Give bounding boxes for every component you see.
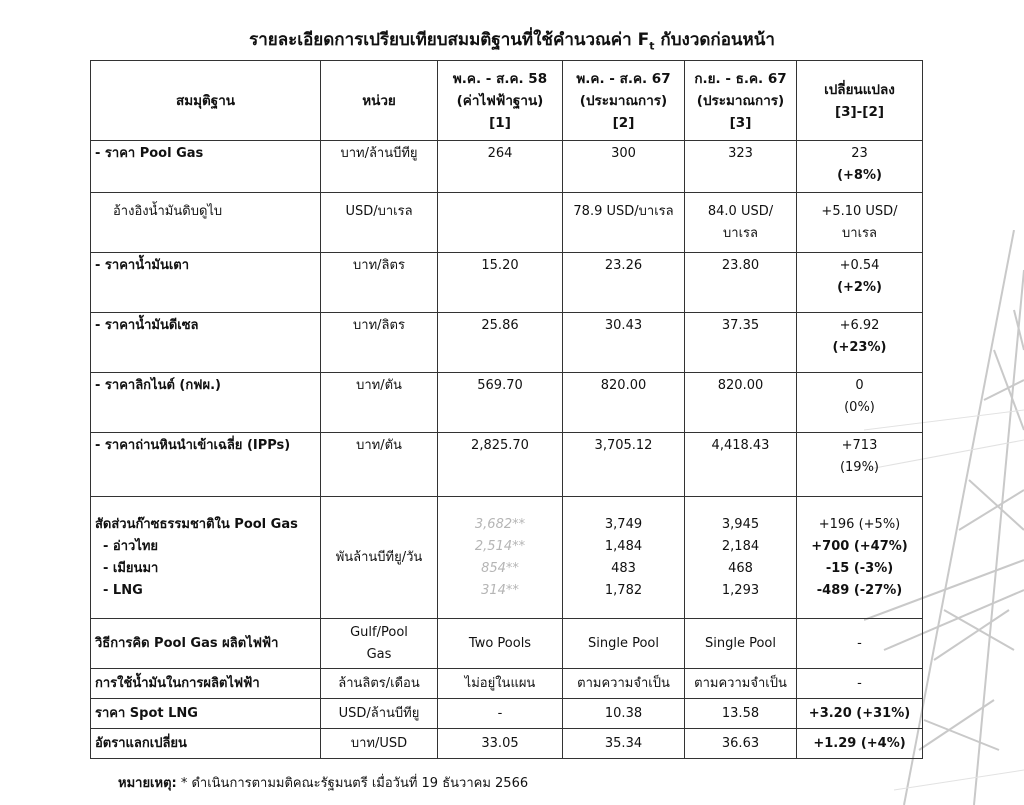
table-row-coal xyxy=(91,433,923,497)
header-col1: พ.ค. - ส.ค. 58 (ค่าไฟฟ้าฐาน) [1] xyxy=(438,61,563,141)
cell-v3: 820.00 xyxy=(685,373,797,433)
cell-change: 0 (0%) xyxy=(797,373,923,433)
row-unit: บาท/ล้านบีทียู xyxy=(321,141,438,193)
cell-v1: - xyxy=(438,699,563,729)
cell-v1: ไม่อยู่ในแผน xyxy=(438,669,563,699)
cell-v3: 37.35 xyxy=(685,313,797,373)
cell-change: 23 (+8%) xyxy=(797,141,923,193)
cell-v2: 10.38 xyxy=(563,699,685,729)
footnote: หมายเหตุ: * ดำเนินการตามมติคณะรัฐมนตรี เมื่อวันที่ 19 ธันวาคม 2566 xyxy=(118,776,529,791)
cell-change: +0.54 (+2%) xyxy=(797,253,923,313)
row-unit: ล้านลิตร/เดือน xyxy=(321,669,438,699)
cell-v3: 84.0 USD/ บาเรล xyxy=(685,193,797,253)
cell-v2: Single Pool xyxy=(563,619,685,669)
table-row-spot-lng xyxy=(91,699,923,729)
cell-v1: 569.70 xyxy=(438,373,563,433)
cell-v3: 3,945 2,184 468 1,293 xyxy=(685,497,797,619)
cell-v1: 33.05 xyxy=(438,729,563,759)
table-row-diesel xyxy=(91,313,923,373)
cell-v1: 25.86 xyxy=(438,313,563,373)
assumption-comparison-table xyxy=(90,60,923,759)
row-label: - ราคาลิกไนต์ (กฟผ.) xyxy=(91,373,321,433)
cell-v2: 30.43 xyxy=(563,313,685,373)
header-assumption: สมมุติฐาน xyxy=(91,61,321,141)
row-label: ราคา Spot LNG xyxy=(91,699,321,729)
cell-v3: 4,418.43 xyxy=(685,433,797,497)
cell-change: +6.92 (+23%) xyxy=(797,313,923,373)
cell-change: +5.10 USD/ บาเรล xyxy=(797,193,923,253)
row-unit: บาท/ตัน xyxy=(321,373,438,433)
cell-v1: Two Pools xyxy=(438,619,563,669)
cell-v2: 23.26 xyxy=(563,253,685,313)
cell-v2: 3,749 1,484 483 1,782 xyxy=(563,497,685,619)
row-label: - ราคาถ่านหินนำเข้าเฉลี่ย (IPPs) xyxy=(91,433,321,497)
page-title: รายละเอียดการเปรียบเทียบสมมติฐานที่ใช้คำนวณค่า $F_t$ กับงวดก่อนหน้า xyxy=(249,30,775,53)
cell-v2: ตามความจำเป็น xyxy=(563,669,685,699)
table-row-lignite xyxy=(91,373,923,433)
header-col3: ก.ย. - ธ.ค. 67 (ประมาณการ) [3] xyxy=(685,61,797,141)
cell-v2: 35.34 xyxy=(563,729,685,759)
row-label: สัดส่วนก๊าซธรรมชาติใน Pool Gas - อ่าวไทย - เมียนมา - LNG xyxy=(91,497,321,619)
cell-v3: 323 xyxy=(685,141,797,193)
row-unit: บาท/USD xyxy=(321,729,438,759)
cell-v1: 3,682** 2,514** 854** 314** xyxy=(438,497,563,619)
cell-change: - xyxy=(797,669,923,699)
cell-v2: 3,705.12 xyxy=(563,433,685,497)
cell-change: +1.29 (+4%) xyxy=(797,729,923,759)
row-unit: Gulf/Pool Gas xyxy=(321,619,438,669)
table-row-dubai xyxy=(91,193,923,253)
row-unit: USD/บาเรล xyxy=(321,193,438,253)
cell-v1: 264 xyxy=(438,141,563,193)
cell-change: +713 (19%) xyxy=(797,433,923,497)
row-label: การใช้น้ำมันในการผลิตไฟฟ้า xyxy=(91,669,321,699)
row-unit: บาท/ลิตร xyxy=(321,253,438,313)
row-unit: พันล้านบีทียู/วัน xyxy=(321,497,438,619)
header-change: เปลี่ยนแปลง [3]-[2] xyxy=(797,61,923,141)
table-row-fuel-oil xyxy=(91,253,923,313)
table-row-gas-share xyxy=(91,497,923,619)
row-unit: บาท/ลิตร xyxy=(321,313,438,373)
row-label: อัตราแลกเปลี่ยน xyxy=(91,729,321,759)
cell-v3: Single Pool xyxy=(685,619,797,669)
cell-v1 xyxy=(438,193,563,253)
header-col2: พ.ค. - ส.ค. 67 (ประมาณการ) [2] xyxy=(563,61,685,141)
table-row-fx xyxy=(91,729,923,759)
row-unit: บาท/ตัน xyxy=(321,433,438,497)
header-unit: หน่วย xyxy=(321,61,438,141)
cell-change: +3.20 (+31%) xyxy=(797,699,923,729)
table-row-method xyxy=(91,619,923,669)
cell-v2: 78.9 USD/บาเรล xyxy=(563,193,685,253)
cell-v3: 36.63 xyxy=(685,729,797,759)
cell-v2: 820.00 xyxy=(563,373,685,433)
cell-v1: 15.20 xyxy=(438,253,563,313)
row-label: วิธีการคิด Pool Gas ผลิตไฟฟ้า xyxy=(91,619,321,669)
cell-v2: 300 xyxy=(563,141,685,193)
cell-v3: ตามความจำเป็น xyxy=(685,669,797,699)
cell-v3: 13.58 xyxy=(685,699,797,729)
row-label: - ราคาน้ำมันดีเซล xyxy=(91,313,321,373)
header-row xyxy=(91,61,923,141)
cell-v3: 23.80 xyxy=(685,253,797,313)
row-label: - ราคาน้ำมันเตา xyxy=(91,253,321,313)
table-row-oil-use xyxy=(91,669,923,699)
row-label: อ้างอิงน้ำมันดิบดูไบ xyxy=(91,193,321,253)
row-unit: USD/ล้านบีทียู xyxy=(321,699,438,729)
cell-change: +196 (+5%) +700 (+47%) -15 (-3%) -489 (-27%) xyxy=(797,497,923,619)
table-row-pool-gas xyxy=(91,141,923,193)
row-label: - ราคา Pool Gas xyxy=(91,141,321,193)
cell-v1: 2,825.70 xyxy=(438,433,563,497)
cell-change: - xyxy=(797,619,923,669)
